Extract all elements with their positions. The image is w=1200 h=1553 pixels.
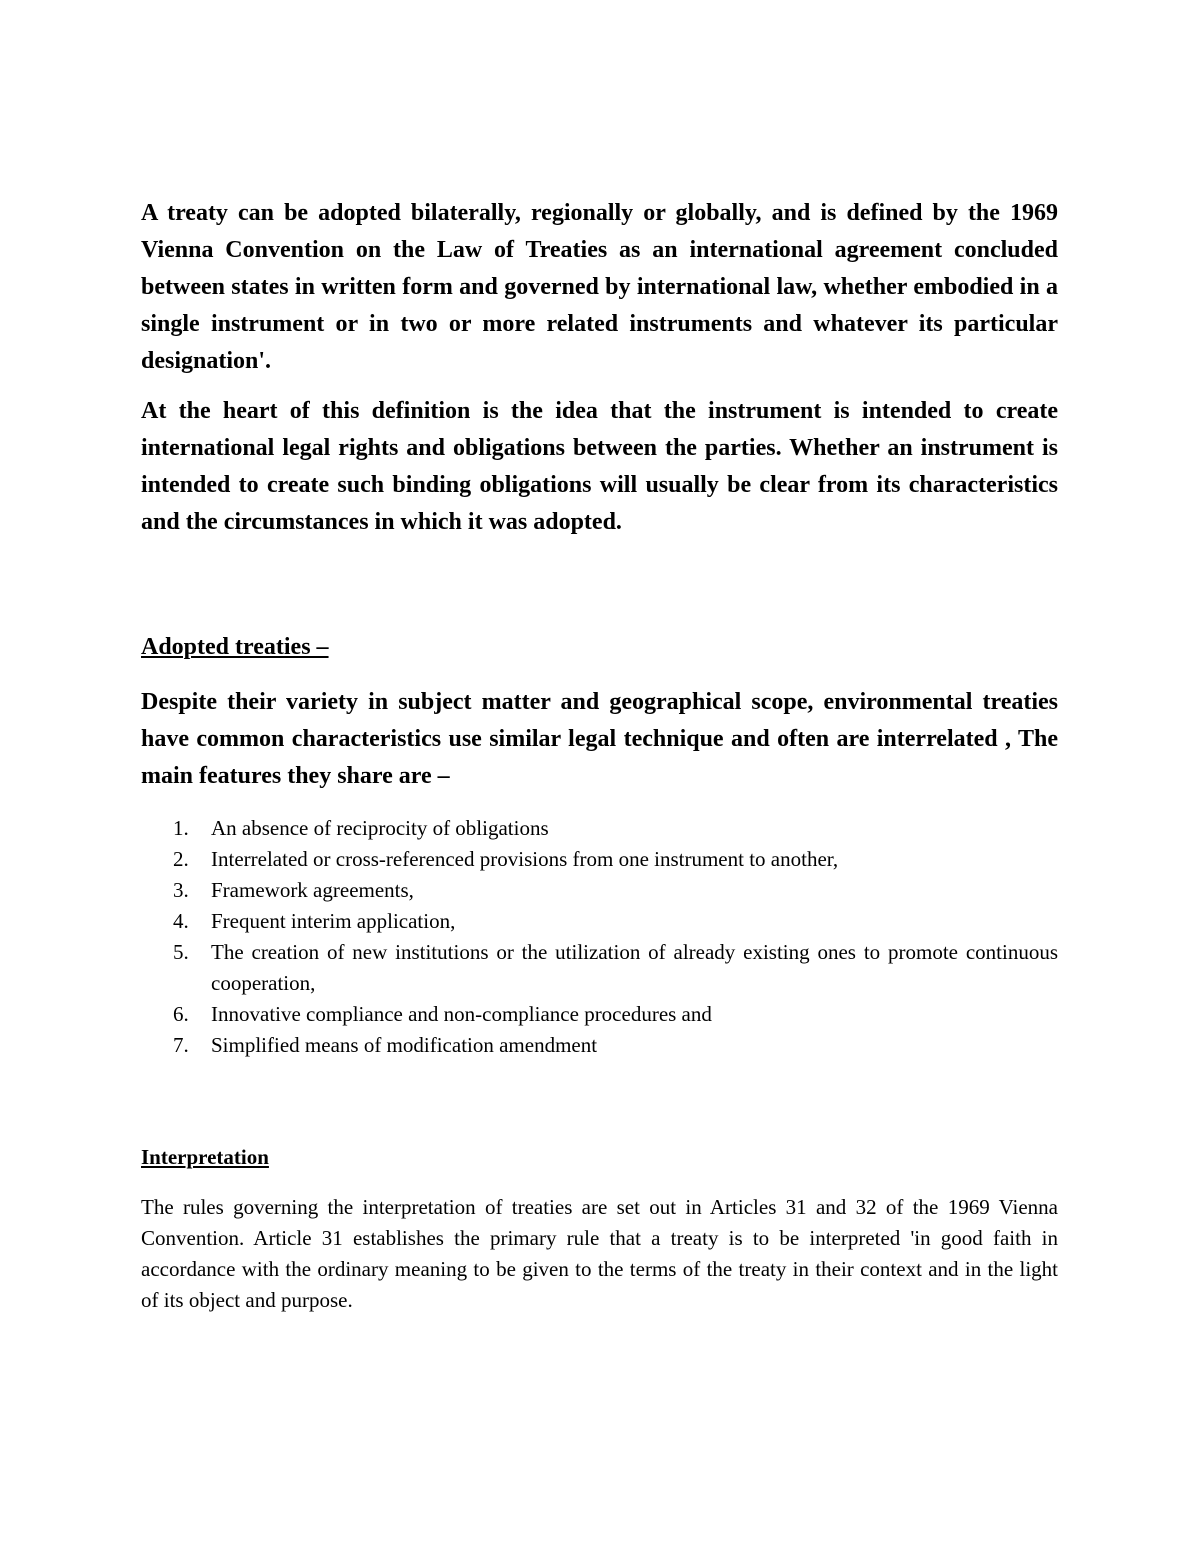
list-item-text: Innovative compliance and non-compliance procedures and (211, 1002, 712, 1026)
list-item-text: Frequent interim application, (211, 909, 456, 933)
list-item (141, 813, 1058, 844)
list-item (141, 875, 1058, 906)
features-list (141, 813, 1058, 1061)
intro-paragraph: A treaty can be adopted bilaterally, regionally or globally, and is defined by the 1969 Vienna Convention on the Law of Treaties as an international agreement concluded between states in written form and governed by international law, whether embodied in a single instrument or in two or more related instruments and whatever its particular designation'. (141, 200, 1058, 374)
list-item-number: 6. (173, 1002, 189, 1026)
list-item-number: 7. (173, 1033, 189, 1057)
list-item (141, 906, 1058, 937)
adopted-treaties-heading: Adopted treaties – (141, 634, 329, 660)
list-item-text: An absence of reciprocity of obligations (211, 816, 549, 840)
document-page (141, 195, 1058, 1316)
interpretation-heading: Interpretation (141, 1145, 269, 1169)
list-item-text: Framework agreements, (211, 878, 414, 902)
list-item (141, 999, 1058, 1030)
list-item-number: 5. (173, 940, 189, 964)
list-item (141, 937, 1058, 999)
definition-paragraph: At the heart of this definition is the idea that the instrument is intended to create international legal rights and obligations between the parties. Whether an instrument is intended to create such binding obligations will usually be clear from its characteristics and the circumstances in which it was adopted. (141, 398, 1058, 535)
list-item (141, 844, 1058, 875)
interpretation-paragraph: The rules governing the interpretation of treaties are set out in Articles 31 and 32 of the 1969 Vienna Convention. Article 31 establishes the primary rule that a treaty is to be interpreted 'in good faith in accordance with the ordinary meaning to be given to the terms of the treaty in their context and in the light of its object and purpose. (141, 1195, 1058, 1312)
list-item-text: Interrelated or cross-referenced provisions from one instrument to another, (211, 847, 839, 871)
list-item-number: 1. (173, 816, 189, 840)
list-item-number: 4. (173, 909, 189, 933)
list-item-text: The creation of new institutions or the utilization of already existing ones to promote continuous cooperation, (211, 940, 1058, 995)
list-item-number: 3. (173, 878, 189, 902)
list-item (141, 1030, 1058, 1061)
adopted-treaties-intro: Despite their variety in subject matter and geographical scope, environmental treaties have common characteristics use similar legal technique and often are interrelated , The main features they share are – (141, 689, 1058, 789)
list-item-number: 2. (173, 847, 189, 871)
list-item-text: Simplified means of modification amendment (211, 1033, 598, 1057)
